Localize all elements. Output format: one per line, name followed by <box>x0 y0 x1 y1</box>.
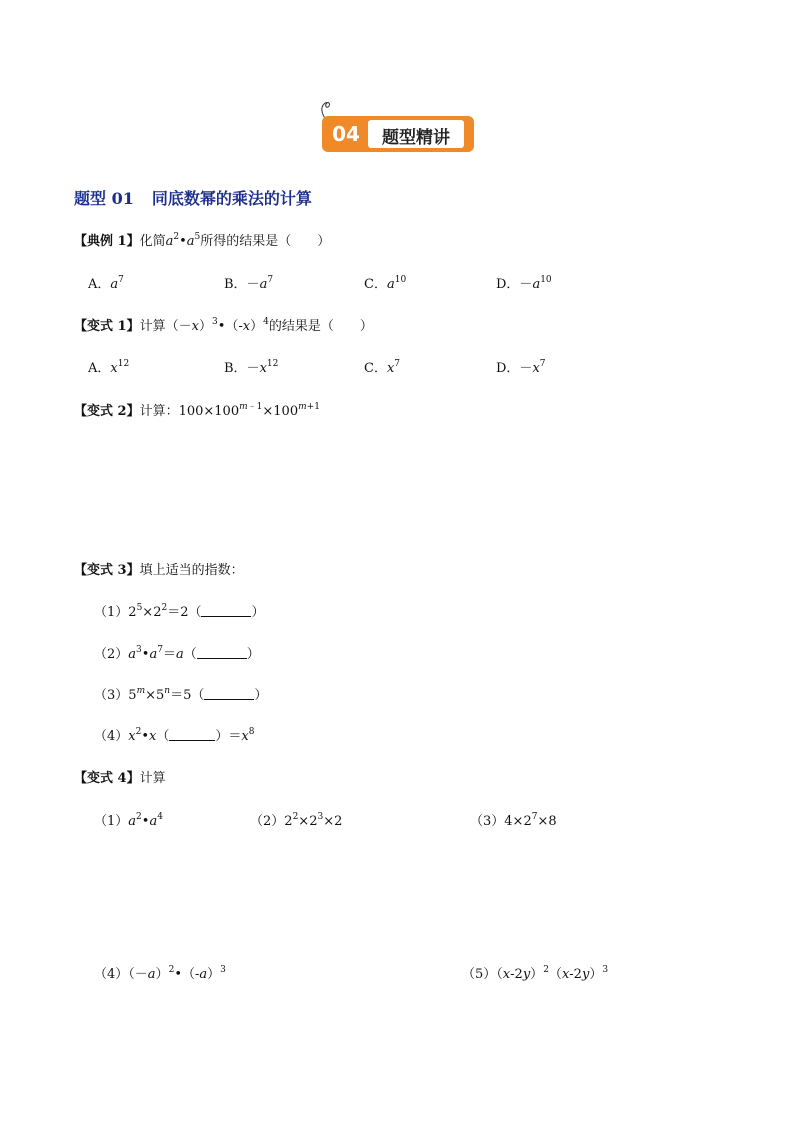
example1-text-before: 化简 <box>139 234 166 249</box>
variant1-option-b: B．$-x^{12}$ <box>224 359 279 376</box>
answer-blank[interactable] <box>204 687 254 700</box>
variant1-option-a: A．$x^{12}$ <box>88 359 130 376</box>
variant1-option-c: C．$x^7$ <box>364 359 401 376</box>
variant4-item-3: $(3)4\times 2^7\times 8$ <box>470 812 557 829</box>
variant4-tag: 【变式 4】 <box>74 771 140 786</box>
section-label: 题型 01 <box>74 189 134 208</box>
variant4-item-1: $(1)a^2•a^4$ <box>94 812 163 829</box>
example1-option-b: B．$-a^7$ <box>224 275 274 292</box>
variant3-item-3: $(3)5^m\times 5^n=5$（ ） <box>94 686 268 703</box>
answer-blank[interactable] <box>197 646 247 659</box>
section-title: 同底数幂的乘法的计算 <box>151 189 312 208</box>
answer-blank[interactable] <box>201 604 251 617</box>
variant4-question: 【变式 4】计算 <box>74 771 166 786</box>
example1-text-after: 所得的结果是（ ） <box>200 234 331 249</box>
variant3-item-4: $(4)x^2•x$（ ）$=x^8$ <box>94 727 255 744</box>
variant3-question: 【变式 3】填上适当的指数： <box>74 563 244 578</box>
variant1-tag: 【变式 1】 <box>74 319 140 334</box>
variant1-option-d: D．$-x^7$ <box>496 359 546 376</box>
variant4-item-2: $(2)2^2\times 2^3\times 2$ <box>250 812 343 829</box>
variant4-item-4: $(4)(-a)^2•(-a)^3$ <box>94 965 226 982</box>
section-heading <box>74 186 312 209</box>
variant4-item-5: $(5)(x-2y)^2(x-2y)^3$ <box>462 965 609 982</box>
variant1-question: 【变式 1】计算$(-x)^3•(-x)^4$的结果是（ ） <box>74 317 373 334</box>
example1-question: 【典例 1】化简$a^2•a^5$所得的结果是（ ） <box>74 232 331 249</box>
example1-option-d: D．$-a^{10}$ <box>496 275 552 292</box>
banner-title: 题型精讲 <box>382 128 450 148</box>
example1-option-a: A．$a^7$ <box>88 275 124 292</box>
variant3-item-1: $(1)2^5\times 2^2=2$（ ） <box>94 603 265 620</box>
variant3-item-2: $(2)a^3•a^7=a$（ ） <box>94 645 260 662</box>
variant3-tag: 【变式 3】 <box>74 563 140 578</box>
variant2-tag: 【变式 2】 <box>74 404 140 419</box>
section-banner <box>322 114 474 154</box>
banner-number: 04 <box>332 122 360 146</box>
answer-blank[interactable] <box>169 728 215 741</box>
example1-tag: 【典例 1】 <box>74 234 140 249</box>
example1-option-c: C．$a^{10}$ <box>364 275 407 292</box>
variant2-question: 【变式 2】计算：$100\times 100^{m﹣1}\times 100^{m+1}$ <box>74 402 320 419</box>
